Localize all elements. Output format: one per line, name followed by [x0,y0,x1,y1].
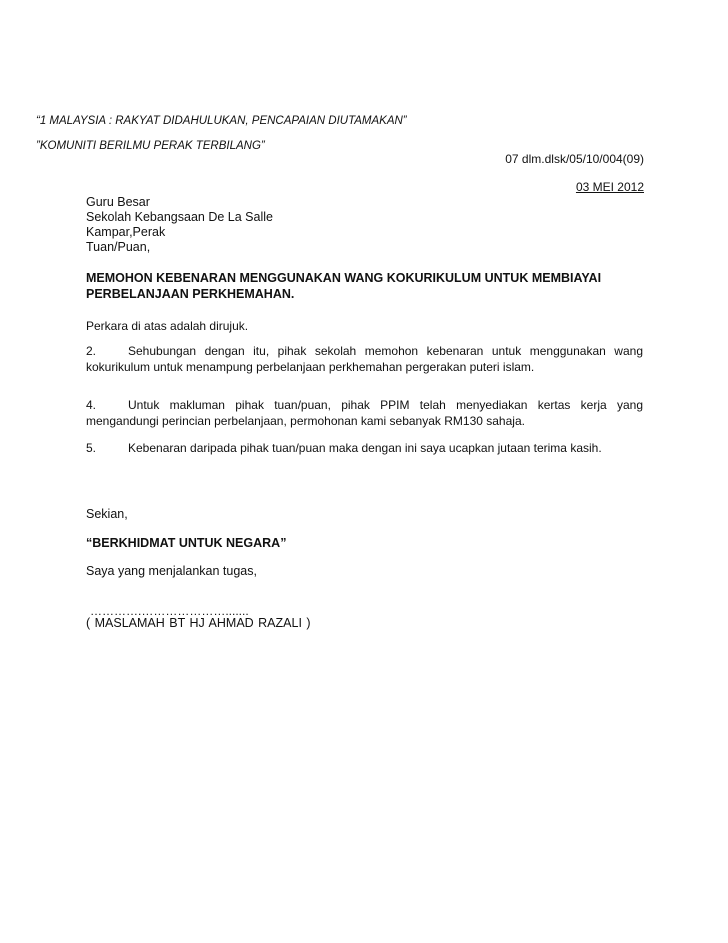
paragraph-2-line-1 [86,343,643,359]
recipient-school: Sekolah Kebangsaan De La Salle [86,210,273,224]
closing-motto: “BERKHIDMAT UNTUK NEGARA” [86,536,287,550]
paragraph-3-text-1: Untuk makluman pihak tuan/puan, pihak PPIM telah menyediakan kertas kerja yang [128,398,643,412]
paragraph-2-line-2: kokurikulum untuk menampung perbelanjaan perkhemahan pergerakan puteri islam. [86,360,535,374]
letter-subject [86,270,646,302]
closing-tugas: Saya yang menjalankan tugas, [86,564,257,578]
slogan-1malaysia: “1 MALAYSIA : RAKYAT DIDAHULUKAN, PENCAPAIAN DIUTAMAKAN” [36,115,407,127]
recipient-address [86,195,273,255]
paragraph-3-line-1 [86,397,643,413]
recipient-location: Kampar,Perak [86,225,166,239]
slogan-komuniti: ”KOMUNITI BERILMU PERAK TERBILANG” [36,140,265,152]
subject-line-1: MEMOHON KEBENARAN MENGGUNAKAN WANG KOKURIKULUM UNTUK MEMBIAYAI [86,271,602,285]
paragraph-3-number: 4. [86,398,97,412]
salutation: Tuan/Puan, [86,240,151,254]
paragraph-2-text-1: Sehubungan dengan itu, pihak sekolah memohon kebenaran untuk menggunakan wang [128,344,643,358]
paragraph-2-number: 2. [86,344,97,358]
paragraph-4 [86,440,643,456]
paragraph-2 [86,343,643,375]
closing-sekian: Sekian, [86,507,128,521]
paragraph-4-text: Kebenaran daripada pihak tuan/puan maka dengan ini saya ucapkan jutaan terima kasih. [128,441,602,455]
reference-number: 07 dlm.dlsk/05/10/004(09) [505,152,644,166]
letter-date: 03 MEI 2012 [575,180,644,194]
subject-line-2: PERBELANJAAN PERKHEMAHAN. [86,287,295,301]
signature-line: ………….…………………....... [90,604,249,618]
signatory-name: ( MASLAMAH BT HJ AHMAD RAZALI ) [86,616,311,630]
paragraph-3 [86,397,643,429]
recipient-title: Guru Besar [86,195,150,209]
paragraph-3-line-2: mengandungi perincian perbelanjaan, permohonan kami sebanyak RM130 sahaja. [86,414,525,428]
paragraph-1: Perkara di atas adalah dirujuk. [86,319,249,333]
paragraph-4-number: 5. [86,441,97,455]
